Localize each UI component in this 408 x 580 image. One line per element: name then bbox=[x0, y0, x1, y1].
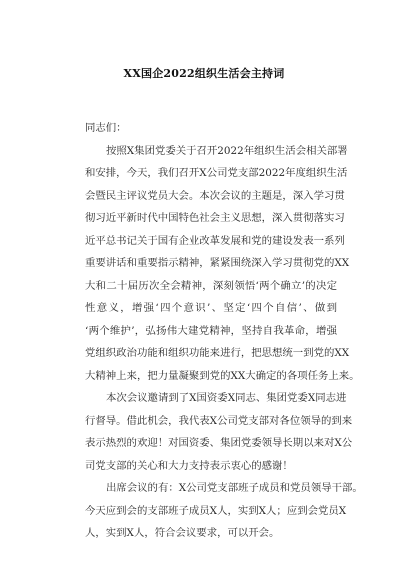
paragraph-line: 按照X集团党委关于召开2022年组织生活会相关部署 bbox=[106, 144, 348, 157]
paragraph-line: 今天应到会的支部班子成员X人，实到X人；应到会党员X bbox=[85, 504, 347, 517]
paragraph-line: 和安排，今天，我们召开X公司党支部2022年度组织生活 bbox=[85, 167, 348, 179]
paragraph-line: 表示热烈的欢迎！对国资委、集团党委领导长期以来对X公 bbox=[85, 437, 353, 449]
paragraph-line: ‘两个维护’，弘扬伟大建党精神，坚持自我革命，增强 bbox=[85, 324, 337, 337]
paragraph-line: 重要讲话和重要指示精神，紧紧围绕深入学习贯彻党的XX bbox=[85, 257, 350, 269]
paragraph-line: 本次会议邀请到了X国资委X同志、集团党委X同志进 bbox=[106, 392, 347, 404]
paragraph-line: 会暨民主评议党员大会。本次会议的主题是，深入学习贯 bbox=[85, 189, 345, 202]
paragraph-line: 彻习近平新时代中国特色社会主义思想，深入贯彻落实习 bbox=[85, 212, 345, 224]
paragraph-line: 司党支部的关心和大力支持表示衷心的感谢！ bbox=[85, 459, 293, 472]
paragraph-line: 行督导。借此机会，我代表X公司党支部对各位领导的到来 bbox=[85, 414, 353, 427]
paragraph-line: 人，实到X人，符合会议要求，可以开会。 bbox=[85, 527, 280, 539]
paragraph-line: 出席会议的有：X公司党支部班子成员和党员领导干部。 bbox=[106, 482, 363, 494]
paragraph-line: 性意义，增强‘四个意识’、坚定‘四个自信’、做到 bbox=[85, 302, 337, 314]
document-title: XX国企2022组织生活会主持词 bbox=[123, 67, 285, 80]
document-body bbox=[85, 117, 363, 545]
paragraph-line: 大精神上来，把力量凝聚到党的XX大确定的各项任务上来。 bbox=[85, 369, 360, 382]
paragraph-line: 大和二十届历次全会精神，深刻领悟‘两个确立’的决定 bbox=[85, 279, 337, 292]
salutation: 同志们： bbox=[85, 122, 127, 134]
paragraph-line: 近平总书记关于国有企业改革发展和党的建设发表一系列 bbox=[85, 234, 345, 247]
paragraph-line: 党组织政治功能和组织功能来进行，把思想统一到党的XX bbox=[85, 347, 350, 359]
